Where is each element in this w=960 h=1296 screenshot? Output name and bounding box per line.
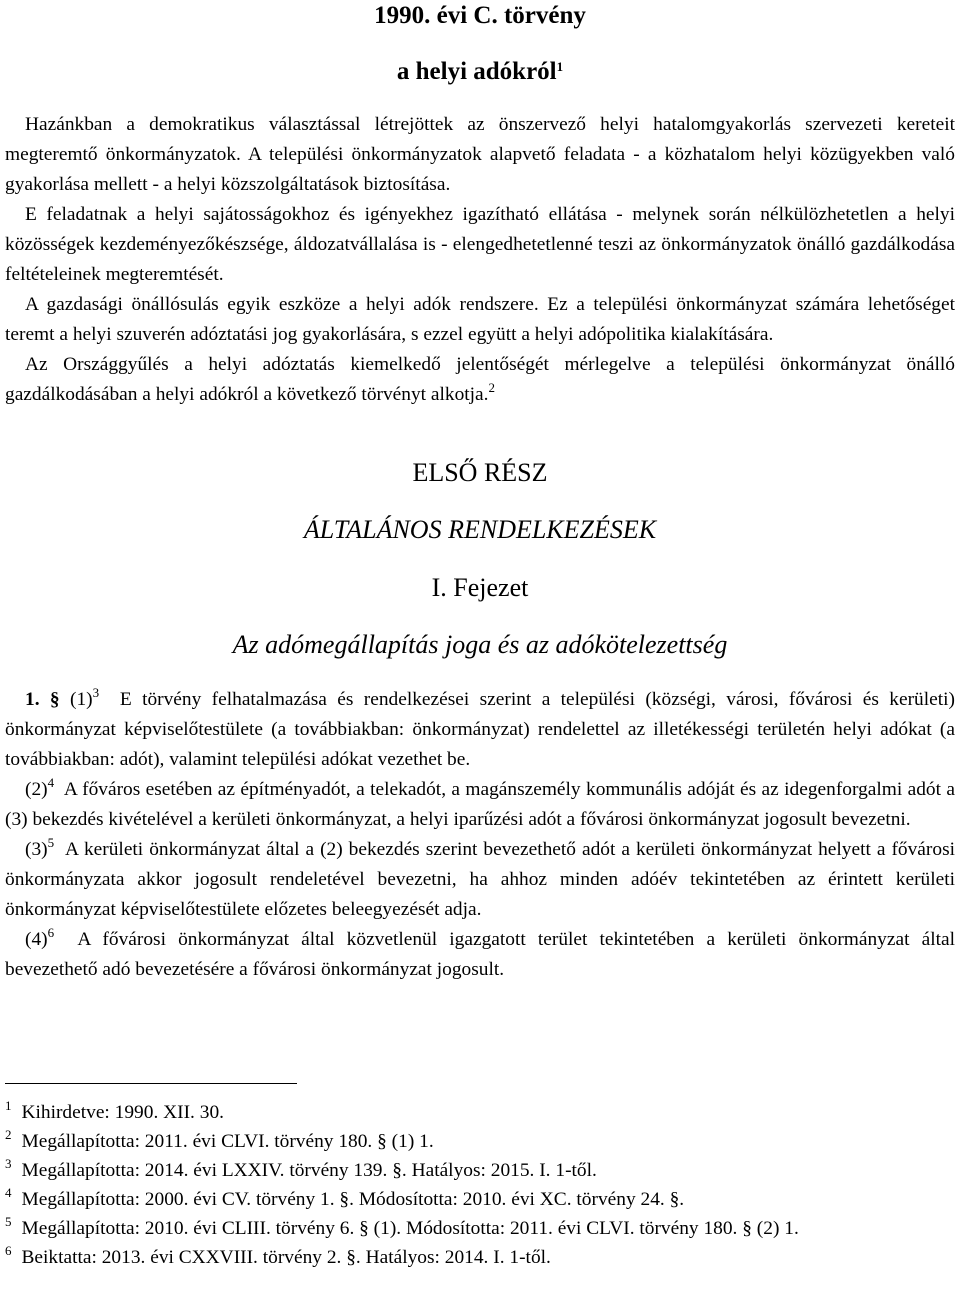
- footnote-ref[interactable]: 3: [92, 685, 100, 700]
- footnote-ref[interactable]: 4: [47, 775, 55, 790]
- footnote-ref[interactable]: 1: [556, 59, 564, 74]
- preamble: [5, 110, 955, 410]
- law-subtitle: [0, 58, 960, 86]
- footnote-6: $^6$ Beiktatta: 2013. évi CXXVIII. törvény 2. §. Hatályos: 2014. I. 1-től.: [5, 1243, 551, 1268]
- section-1: [5, 685, 955, 985]
- chapter-title: Az adómegállapítás joga és az adókötelezettség: [232, 630, 728, 659]
- section-1-paragraph-2: $(2)^4$ A főváros esetében az építményadót, a telekadót, a magánszemély kommunális adóját és az idegenforgalmi adót a (3) bekezdés kivételével a kerületi önkormányzat, a helyi iparűzési adót a fővárosi önkormányzat jogosult bevezetni.: [5, 775, 955, 830]
- footnote-separator: [5, 1083, 297, 1084]
- footnote-ref[interactable]: 6: [47, 925, 55, 940]
- section-1-paragraph-3: $(3)^5$ A kerületi önkormányzat által a (2) bekezdés szerint bevezethető adót a kerületi önkormányzat helyett a fővárosi önkormányzata akkor jogosult rendeletével bevezetni, ha ahhoz minden adóév tekintetében az érintett kerületi önkormányzat képviselőtestülete előzetes beleegyezését adja.: [5, 835, 955, 920]
- part-title: ÁLTALÁNOS RENDELKEZÉSEK: [303, 515, 657, 544]
- footnote-5: $^5$ Megállapította: 2010. évi CLIII. törvény 6. § (1). Módosította: 2011. évi CLVI. törvény 180. § (2) 1.: [5, 1214, 799, 1239]
- section-number: 1. §: [25, 689, 60, 710]
- footnote-2: $^2$ Megállapította: 2011. évi CLVI. törvény 180. § (1) 1.: [5, 1127, 434, 1152]
- chapter-heading: I. Fejezet: [431, 573, 529, 602]
- preamble-paragraph-2: E feladatnak a helyi sajátosságokhoz és igényekhez igazítható ellátása - melynek során nélkülözhetetlen a helyi közösségek kezdeményezőkészsége, áldozatvállalása is - elengedhetetlenné teszi az önkormányzatok önálló gazdálkodása feltételeinek megteremtését.: [5, 204, 955, 285]
- part-heading: ELSŐ RÉSZ: [412, 458, 548, 487]
- law-number: 1990. évi C. törvény: [374, 2, 586, 29]
- section-1-paragraph-4: $(4)^6$ A fővárosi önkormányzat által közvetlenül igazgatott terület tekintetében a kerületi önkormányzat által bevezethető adó bevezetésére a fővárosi önkormányzat jogosult.: [5, 925, 955, 980]
- footnotes: [5, 1098, 950, 1272]
- law-title: [0, 2, 960, 30]
- footnote-3: $^3$ Megállapította: 2014. évi LXXIV. törvény 139. §. Hatályos: 2015. I. 1-től.: [5, 1156, 597, 1181]
- preamble-paragraph-4: Az Országgyűlés a helyi adóztatás kiemelkedő jelentőségét mérlegelve a települési önkormányzat önálló gazdálkodásában a helyi adókról a következő törvényt alkotja.$^2$: [5, 354, 955, 405]
- footnote-ref[interactable]: 5: [47, 835, 55, 850]
- section-1-paragraph-1: 1. § $(1)^3$ E törvény felhatalmazása és rendelkezései szerint a települési (községi, városi, fővárosi és kerületi) önkormányzat képviselőtestülete (a továbbiakban: önkormányzat) rendelettel az illetékességi területén helyi adókat (a továbbiakban: adót), valamint települési adókat vezethet be.: [5, 685, 955, 770]
- preamble-paragraph-1: Hazánkban a demokratikus választással létrejöttek az önszervező helyi hatalomgyakorlás szervezeti kereteit megteremtő önkormányzatok. A települési önkormányzatok alapvető feladata - a közhatalom helyi közügyekben való gyakorlása mellett - a helyi közszolgáltatások biztosítása.: [5, 114, 955, 195]
- law-subject: a helyi adókról: [396, 58, 557, 85]
- footnote-ref[interactable]: 2: [488, 380, 496, 395]
- preamble-paragraph-3: A gazdasági önállósulás egyik eszköze a helyi adók rendszere. Ez a települési önkormányzat számára lehetőséget teremt a helyi szuverén adóztatási jog gyakorlására, s ezzel együtt a helyi adópolitika kialakítására.: [5, 294, 955, 345]
- footnote-1: $^1$ Kihirdetve: 1990. XII. 30.: [5, 1098, 224, 1123]
- footnote-4: $^4$ Megállapította: 2000. évi CV. törvény 1. §. Módosította: 2010. évi XC. törvény 24. §.: [5, 1185, 685, 1210]
